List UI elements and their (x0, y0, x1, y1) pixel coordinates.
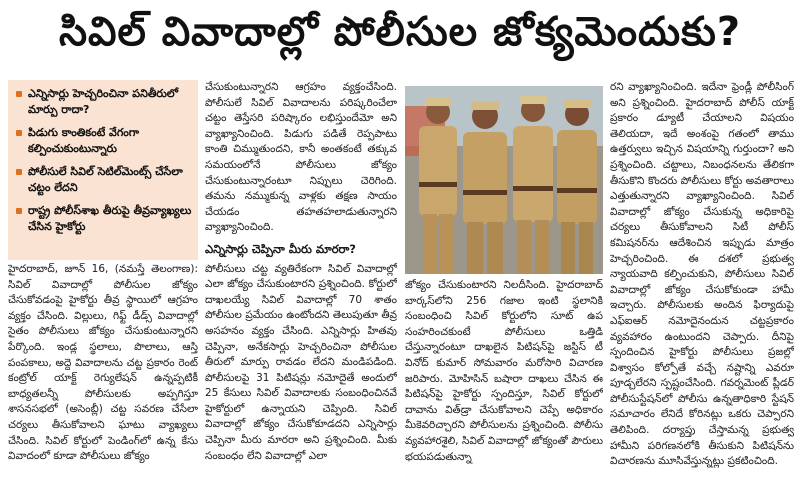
column-2-paragraph-a: చేసుకుంటున్నారని ఆగ్రహం వ్యక్తంచేసింది. పోలీసులే సివిల్ వివాదాలను పరిష్కరించేలా చట్టం తెస్తేసరి పరిష్కారం లభిస్తుందేమో అని వ్యాఖ్యానించింది. పిడుగు పడితే రెప్పపాటు కాంతి చిమ్ముతుందని, కానీ అంతకంటే తక్కువ సమయంలోనే పోలీసులు జోక్యం చేసుకుంటున్నారంటూ నిప్పులు చెరిగింది. తమను నమ్ముకున్న వాళ్లకు తక్షణ సాయం చేయడం తహతహలాడుతున్నారని వ్యాఖ్యానించింది. (205, 81, 397, 234)
police-officers-photo (405, 86, 603, 274)
bullet-square-icon (16, 208, 22, 214)
column-3-body (405, 278, 603, 486)
bullet-square-icon (16, 130, 22, 136)
column-4-body (610, 80, 794, 486)
column-2-subheading: ఎన్నిసార్లు చెప్పినా మీరు మారరా? (205, 241, 356, 256)
headline: సివిల్ వివాదాల్లో పోలీసుల జోక్యమెందుకు? (58, 9, 742, 55)
column-4-paragraph: రని వ్యాఖ్యానించింది. ఇదేనా ఫ్రెండ్లీ పోలీసింగ్ అని ప్రశ్నించింది. హైదరాబాద్ పోలీస్ యాక్ట్ ప్రకారం డ్యూటీ చేయాలని విషయం తెలియదా, ఇదే అంశంపై గతంలో తాము ఉత్తర్వులు ఇచ్చిన విషయాన్ని గుర్తుందా? అని ప్రశ్నించింది. చట్టాలు, నిబంధనలను తేలికగా తీసుకొని కొందరు పోలీసులు కోర్టు అవతారాలు ఎత్తుతున్నారని వ్యాఖ్యానించింది. సివిల్ వివాదాల్లో జోక్యం చేసుకున్న అధికారిపై చర్యలు తీసుకోవాలని సిటీ పోలీస్ కమిషనర్‌ను ఆదేశించిన ఇప్పుడు మాత్రం హెచ్చరించింది. ఈ దశలో ప్రభుత్వ న్యాయవాది కల్పించుకుని, పోలీసులు సివిల్ వివాదాల్లో జోక్యం చేసుకోకుండా హామీ ఇచ్చారు. పోలీసులకు అందిన ఫిర్యాదుపై ఎఫ్ఐఆర్ నమోదైనందున చట్టప్రకారం వ్యవహారం ఉంటుందని చెప్పారు. దీనిపై స్పందించిన హైకోర్టు పోలీసులు ప్రజల్లో విశ్వాసం కోల్పోతే వచ్చే నష్టాన్ని ఎవరూ పూడ్చలేరని స్పష్టంచేసింది. గవర్నమెంట్ ప్లీడర్ పోలీసుస్టేషన్‌లో పోలీసు ఉన్నతాధికారి స్టేషన్ సమాచారం లేనిదే కోరినట్లు ఒకరు చెప్పారని తెలిపింది. దర్యాప్తు చేస్తామన్న ప్రభుత్వ హామీని పరిగణనలోకి తీసుకుని పిటిషన్‌ను విచారణను మూసివేస్తున్నట్లు ప్రకటించింది. (610, 81, 794, 468)
column-1-body (8, 262, 198, 486)
highlight-item: ఎన్నిసార్లు హెచ్చరించినా పనితీరులో మార్పు రాదా? (16, 86, 192, 118)
police-photo-illustration (405, 86, 603, 274)
highlight-item: పిడుగు కాంతికంటే వేగంగా కల్పించుకుంటున్నారు (16, 125, 192, 157)
highlights-list (16, 86, 192, 235)
bullet-square-icon (16, 169, 22, 175)
bullet-square-icon (16, 91, 22, 97)
column-3-paragraph: జోక్యం చేసుకుంటారని నిలదీసింది. హైదరాబాద్ బార్కస్‌లోని 256 గజాల ఇంటి స్థలానికి సంబంధించి సివిల్ కోర్టులోని సూట్ ఉప సంహరించకుంటే పోలీసులు ఒత్తిడి చేస్తున్నారంటూ దాఖలైన పిటిషన్‌పై జస్టిస్ టీ వినోద్ కుమార్ సోమవారం మరోసారి విచారణ జరిపారు. మోహిసిన్ బషారా దాఖలు చేసిన ఈ పిటిషన్‌పై హైకోర్టు స్పందిస్తూ, సివిల్ కోర్టులో దావాను విత్‌డ్రా చేసుకోవాలని చెప్పే అధికారం మీకెవరిచ్చారని పోలీసులను ప్రశ్నించింది. పోలీసు వ్యవహారశైలి, సివిల్ వివాదాల్లో జోక్యంతో పౌరులు భయపడుతున్నా (405, 279, 603, 463)
highlights-box (8, 80, 198, 260)
column-2-paragraph-b: పోలీసులు చట్ట వ్యతిరేకంగా సివిల్ వివాదాల్లో ఎలా జోక్యం చేసుకుంటారని ప్రశ్నించింది. కోర్టులో దాఖలయ్యే సివిల్ వివాదాల్లో 70 శాతం పోలీసుల ప్రమేయం ఉంటోందని తెలుపుతూ తీవ్ర అసహనం వ్యక్తం చేసింది. ఎన్నిసార్లు హితవు చెప్పినా, అనేకసార్లు హెచ్చరించినా పోలీసుల తీరులో మార్పు రావడం లేదని మండిపడింది. పోలీసులపై 31 పిటిషన్లు నమోదైతే అందులో 25 కేసులు సివిల్ వివాదాలకు సంబంధించినవే హైకోర్టులో ఉన్నాయని చెప్పింది. సివిల్ వివాదాల్లో జోక్యం చేసుకోకూడదని ఎన్నిసార్లు చెప్పినా మీరు మారరా అని ప్రశ్నించింది. మీకు సంబంధం లేని వివాదాల్లో ఎలా (205, 262, 397, 462)
highlight-item: రాష్ట్ర పోలీస్‌శాఖ తీరుపై తీవ్రవ్యాఖ్యలు చేసిన హైకోర్టు (16, 203, 192, 235)
highlight-item: పోలీసులే సివిల్ సెటిల్‌మెంట్స్ చేసేలా చట్టం లేదని (16, 164, 192, 196)
column-1-paragraph: హైదరాబాద్, జూన్ 16, (నమస్తే తెలంగాణ): సివిల్ వివాదాల్లో పోలీసుల జోక్యం చేసుకోవడంపై హైకోర్టు తీవ్ర స్థాయిలో ఆగ్రహం వ్యక్తం చేసింది. విల్లులు, గిఫ్ట్ డీడ్స్ వివాదాల్లో సైతం పోలీసులు జోక్యం చేసుకుంటున్నారని పేర్కొంది. ఇండ్ల స్థలాలు, పొలాలు, ఆస్తి పంపకాలు, అద్దె వివాదాలను చట్ట ప్రకారం రెంట్ కంట్రోల్ యాక్ట్ రెగ్యులేషన్ ఉన్నప్పటికీ బాధ్యతలన్నీ పోలీసులకు అప్పగిస్తూ శాసనసభలో (అసెంబ్లీ) చట్ట సవరణ చేసేలా చర్యలు తీసుకోవాలని ఘాటు వ్యాఖ్యలు చేసింది. సివిల్ కోర్టులో పెండింగ్‌లో ఉన్న కేసు వివాదంలో కూడా పోలీసులు జోక్యం (8, 263, 198, 463)
column-2-body (205, 80, 397, 486)
